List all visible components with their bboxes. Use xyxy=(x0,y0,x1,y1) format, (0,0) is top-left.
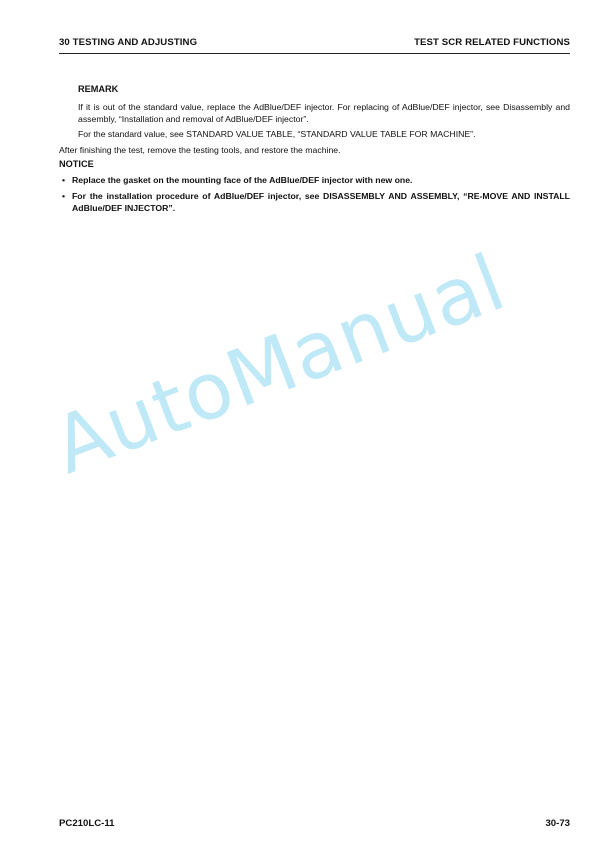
section-title: 30 TESTING AND ADJUSTING xyxy=(59,37,198,48)
bullet-icon: • xyxy=(62,174,66,185)
remark-title: REMARK xyxy=(78,84,119,94)
notice-list xyxy=(59,174,570,214)
chapter-title: TEST SCR RELATED FUNCTIONS xyxy=(414,37,570,48)
remark-paragraph: If it is out of the standard value, replace the AdBlue/DEF injector. For replacing of AdBlue/DEF injector, see Disassembly and assembly, “Installation and removal of AdBlue/DEF injector”. xyxy=(78,101,570,124)
page-number: 30-73 xyxy=(545,818,570,829)
notice-item xyxy=(59,174,570,186)
notice-item-text: Replace the gasket on the mounting face of the AdBlue/DEF injector with new one. xyxy=(72,174,413,185)
notice-item xyxy=(59,190,570,214)
page-header xyxy=(59,37,570,54)
notice-title: NOTICE xyxy=(59,158,94,169)
after-finishing-text: After finishing the test, remove the testing tools, and restore the machine. xyxy=(59,145,341,156)
watermark: AutoManual xyxy=(41,237,518,493)
bullet-icon: • xyxy=(62,190,66,201)
page-content xyxy=(59,84,570,218)
notice-item-text: For the installation procedure of AdBlue/DEF injector, see DISASSEMBLY AND ASSEMBLY, “RE-MOVE AND INSTALL AdBlue/DEF INJECTOR”. xyxy=(72,190,570,213)
remark-paragraph: For the standard value, see STANDARD VALUE TABLE, “STANDARD VALUE TABLE FOR MACHINE”. xyxy=(78,129,476,140)
model-number: PC210LC-11 xyxy=(59,818,115,829)
page-footer xyxy=(59,818,570,829)
remark-block xyxy=(78,84,570,141)
